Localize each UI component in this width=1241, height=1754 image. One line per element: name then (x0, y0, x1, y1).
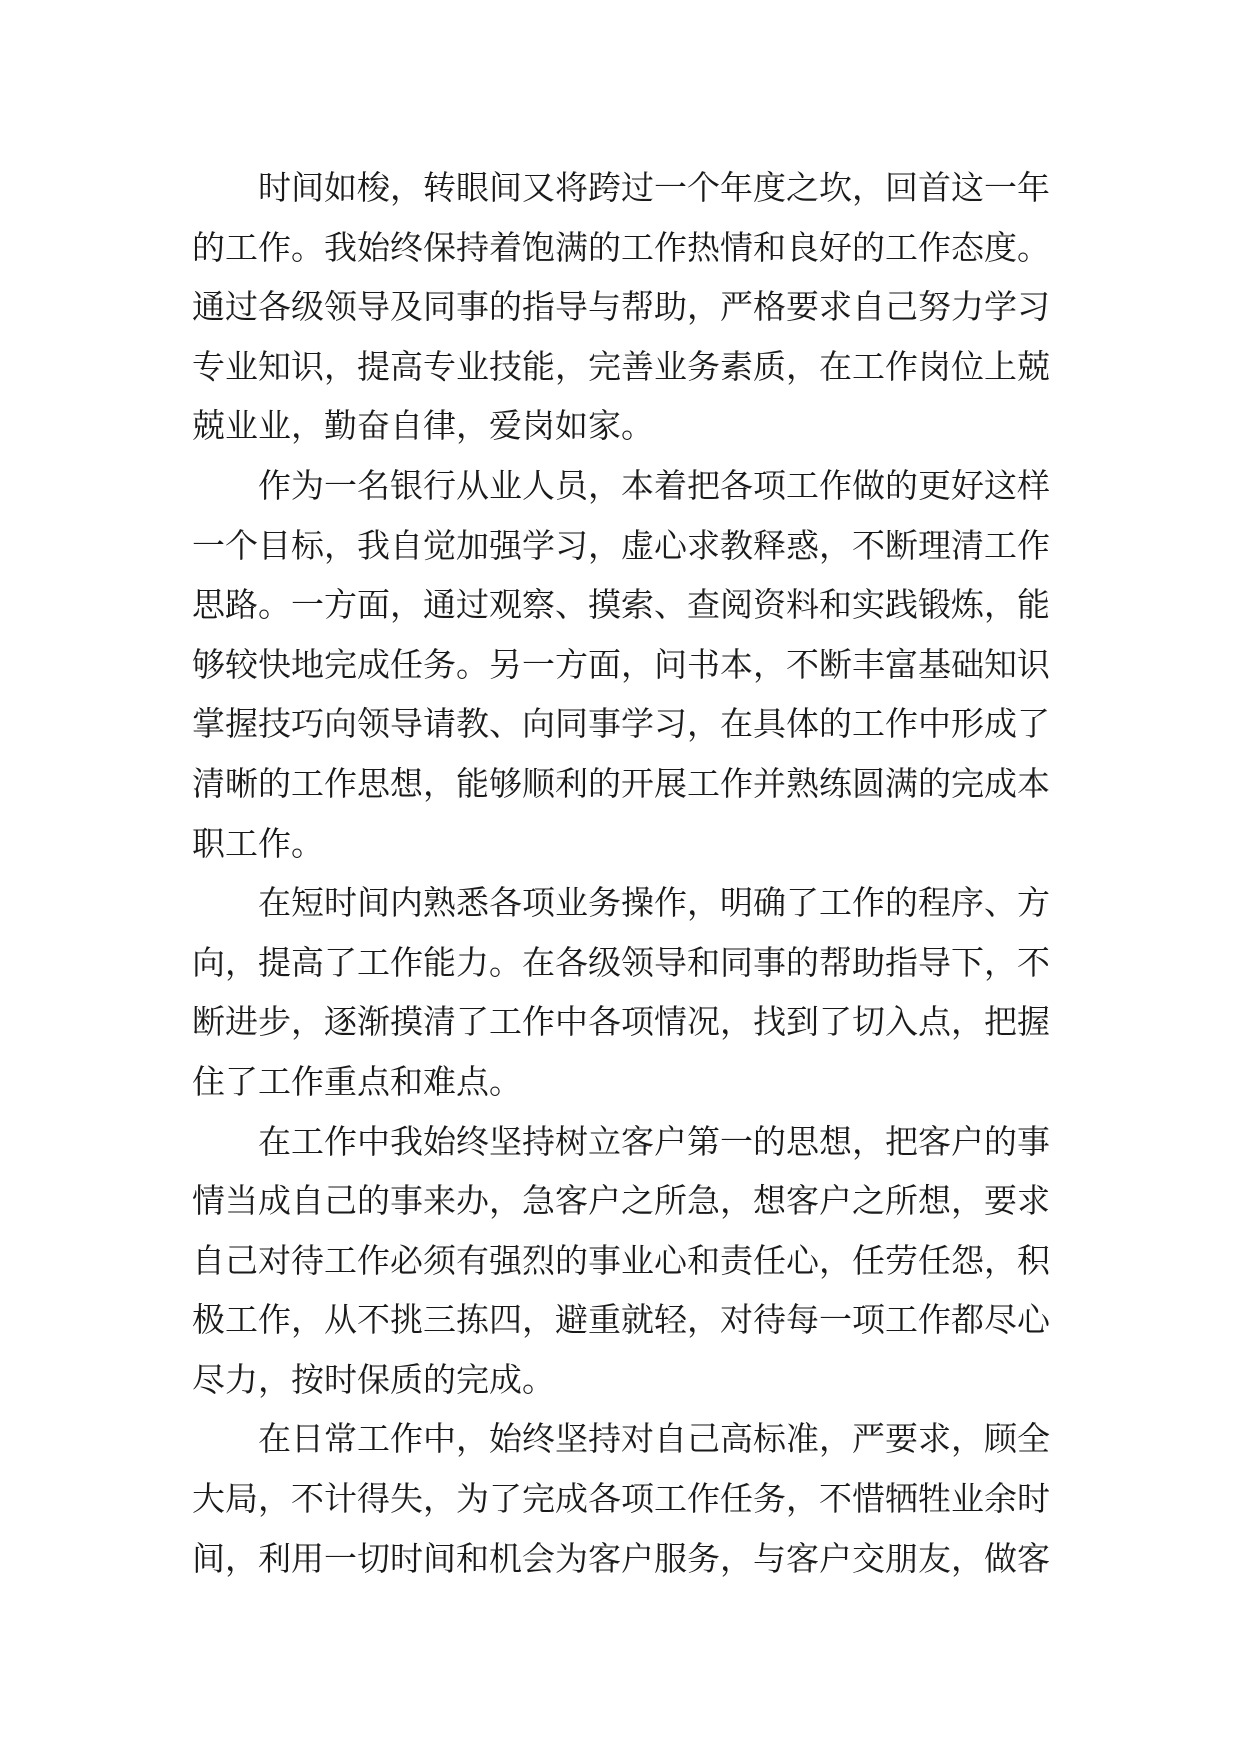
text-line: 大局，不计得失，为了完成各项工作任务，不惜牺牲业余时 (192, 1479, 1050, 1519)
text-line: 够较快地完成任务。另一方面，问书本，不断丰富基础知识 (192, 644, 1050, 684)
text-line: 在工作中我始终坚持树立客户第一的思想，把客户的事 (258, 1121, 1050, 1161)
paragraph-4 (192, 1112, 1072, 1410)
text-line: 掌握技巧向领导请教、向同事学习，在具体的工作中形成了 (192, 704, 1050, 744)
text-line: 清晰的工作思想，能够顺利的开展工作并熟练圆满的完成本 (192, 763, 1050, 803)
text-line: 思路。一方面，通过观察、摸索、查阅资料和实践锻炼，能 (192, 585, 1050, 625)
text-line: 兢业业，勤奋自律，爱岗如家。 (192, 406, 654, 446)
document-body (192, 158, 1072, 1588)
paragraph-5 (192, 1409, 1072, 1588)
text-line: 时间如梭，转眼间又将跨过一个年度之坎，回首这一年 (258, 168, 1050, 207)
text-line: 在短时间内熟悉各项业务操作，明确了工作的程序、方 (258, 883, 1050, 923)
text-line: 作为一名银行从业人员，本着把各项工作做的更好这样 (258, 465, 1050, 505)
paragraph-2 (192, 456, 1072, 873)
paragraph-3 (192, 873, 1072, 1111)
text-line: 尽力，按时保质的完成。 (192, 1359, 555, 1399)
text-line: 向，提高了工作能力。在各级领导和同事的帮助指导下，不 (192, 942, 1050, 982)
paragraph-1 (192, 158, 1072, 456)
text-line: 的工作。我始终保持着饱满的工作热情和良好的工作态度。 (192, 227, 1050, 267)
text-line: 通过各级领导及同事的指导与帮助，严格要求自己努力学习 (192, 287, 1050, 327)
text-line: 情当成自己的事来办，急客户之所急，想客户之所想，要求 (192, 1181, 1050, 1221)
text-line: 间，利用一切时间和机会为客户服务，与客户交朋友，做客 (192, 1538, 1050, 1578)
text-line: 职工作。 (192, 823, 324, 863)
text-line: 断进步，逐渐摸清了工作中各项情况，找到了切入点，把握 (192, 1002, 1050, 1042)
text-line: 一个目标，我自觉加强学习，虚心求教释惑，不断理清工作 (192, 525, 1050, 565)
text-line: 在日常工作中，始终坚持对自己高标准，严要求，顾全 (258, 1419, 1050, 1459)
text-line: 专业知识，提高专业技能，完善业务素质，在工作岗位上兢 (192, 346, 1050, 386)
text-line: 自己对待工作必须有强烈的事业心和责任心，任劳任怨，积 (192, 1240, 1050, 1280)
text-line: 极工作，从不挑三拣四，避重就轻，对待每一项工作都尽心 (192, 1300, 1050, 1340)
text-line: 住了工作重点和难点。 (192, 1061, 522, 1101)
